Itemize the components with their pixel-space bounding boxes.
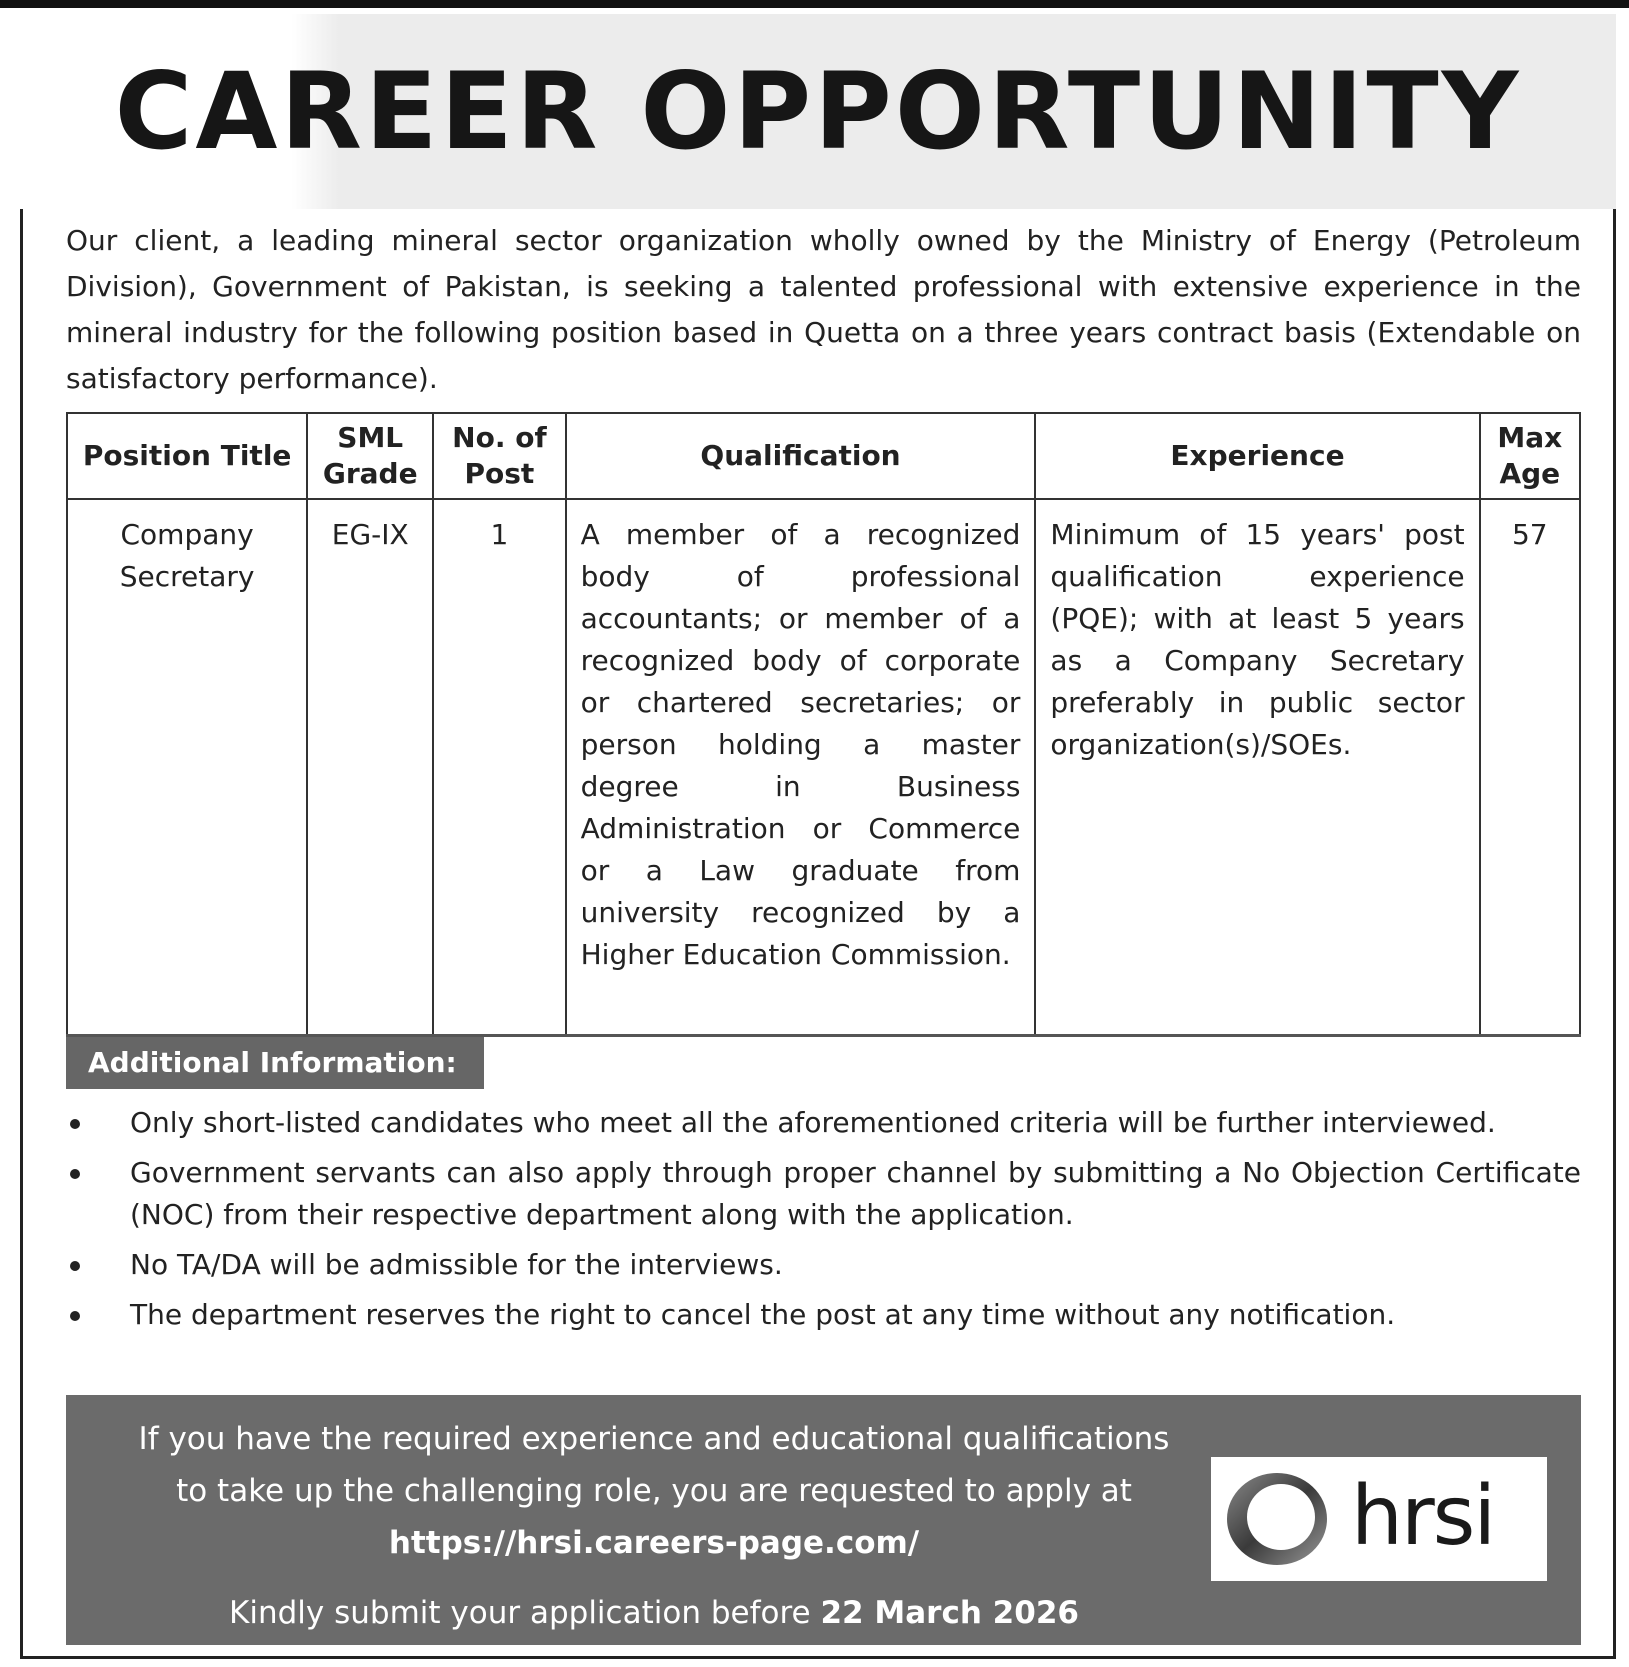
deadline-date: 22 March 2026 bbox=[820, 1595, 1079, 1631]
apply-line-1: If you have the required experience and educational qualifications bbox=[138, 1421, 1170, 1457]
header-qualification: Qualification bbox=[566, 413, 1036, 499]
list-item: No TA/DA will be admissible for the interviews. bbox=[66, 1244, 1581, 1286]
cell-experience: Minimum of 15 years' post qualification experience (PQE); with at least 5 years as a Company Secretary preferably in public sector organization(s)/SOEs. bbox=[1035, 499, 1479, 1035]
header-max-age: Max Age bbox=[1480, 413, 1580, 499]
additional-info-list bbox=[66, 1102, 1581, 1344]
list-item: The department reserves the right to cancel the post at any time without any notification. bbox=[66, 1294, 1581, 1336]
cell-position-title: Company Secretary bbox=[67, 499, 307, 1035]
header-position-title: Position Title bbox=[67, 413, 307, 499]
cell-no-of-post: 1 bbox=[433, 499, 565, 1035]
additional-info-heading: Additional Information: bbox=[66, 1037, 484, 1089]
logo-wordmark: hrsi bbox=[1351, 1469, 1495, 1564]
ring-logo-icon bbox=[1217, 1457, 1337, 1581]
header-no-of-post: No. of Post bbox=[433, 413, 565, 499]
top-rule bbox=[0, 0, 1629, 8]
list-item: Government servants can also apply through proper channel by submitting a No Objection Certificate (NOC) from their respective department along with the application. bbox=[66, 1152, 1581, 1236]
deadline-line bbox=[84, 1591, 1224, 1635]
position-table bbox=[66, 412, 1581, 1036]
hrsi-logo bbox=[1211, 1457, 1547, 1581]
apply-instructions bbox=[84, 1413, 1224, 1569]
apply-line-2: to take up the challenging role, you are requested to apply at bbox=[176, 1473, 1132, 1509]
apply-box bbox=[66, 1395, 1581, 1645]
deadline-prefix: Kindly submit your application before bbox=[229, 1595, 811, 1631]
cell-qualification: A member of a recognized body of professional accountants; or member of a recognized body of corporate or chartered secretaries; or person holding a master degree in Business Administration or Commerce or a Law graduate from university recognized by a Higher Education Commission. bbox=[566, 499, 1036, 1035]
cell-max-age: 57 bbox=[1480, 499, 1580, 1035]
list-item: Only short-listed candidates who meet all the aforementioned criteria will be further interviewed. bbox=[66, 1102, 1581, 1144]
table-header-row bbox=[67, 413, 1580, 499]
apply-url-link[interactable]: https://hrsi.careers-page.com/ bbox=[388, 1525, 920, 1561]
header-experience: Experience bbox=[1035, 413, 1479, 499]
table-row bbox=[67, 499, 1580, 1035]
cell-sml-grade: EG-IX bbox=[307, 499, 433, 1035]
intro-paragraph: Our client, a leading mineral sector organization wholly owned by the Ministry of Energy (Petroleum Division), Government of Pakistan, is seeking a talented professional with extensive experience in the mineral industry for the following position based in Quetta on a three years contract basis (Extendable on satisfactory performance). bbox=[66, 224, 1581, 395]
page-title: CAREER OPPORTUNITY bbox=[114, 50, 1522, 173]
header-sml-grade: SML Grade bbox=[307, 413, 433, 499]
